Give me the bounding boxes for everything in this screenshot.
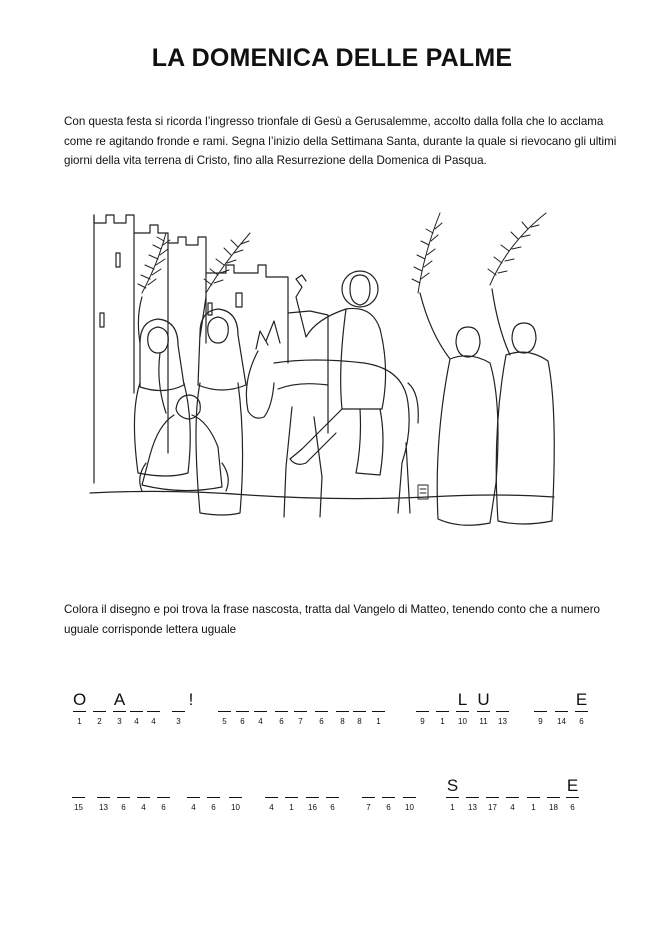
slot-underline	[275, 711, 288, 712]
letter-slot[interactable]	[236, 689, 249, 727]
slot-underline	[157, 797, 170, 798]
letter-slot[interactable]	[73, 689, 86, 727]
slot-underline	[265, 797, 278, 798]
slot-underline	[362, 797, 375, 798]
letter-slot[interactable]	[547, 775, 560, 813]
letter-slot[interactable]	[285, 775, 298, 813]
slot-number: 6	[279, 717, 284, 726]
slot-number: 4	[151, 717, 156, 726]
slot-number: 6	[319, 717, 324, 726]
slot-number: 3	[117, 717, 122, 726]
slot-underline	[506, 797, 519, 798]
slot-number: 1	[440, 717, 445, 726]
slot-underline	[315, 711, 328, 712]
letter-slot[interactable]	[382, 775, 395, 813]
slot-underline	[229, 797, 242, 798]
slot-underline	[496, 711, 509, 712]
slot-letter	[265, 775, 278, 797]
slot-letter: O	[73, 690, 87, 709]
slot-underline	[353, 711, 366, 712]
slot-letter	[336, 689, 349, 711]
slot-underline	[73, 711, 86, 712]
slot-letter	[117, 775, 130, 797]
slot-number: 4	[258, 717, 263, 726]
woman-left-drawing	[134, 297, 190, 476]
slot-letter	[285, 775, 298, 797]
slot-underline	[436, 711, 449, 712]
slot-number: 4	[269, 803, 274, 812]
letter-slot[interactable]	[207, 775, 220, 813]
slot-underline	[534, 711, 547, 712]
slot-underline	[555, 711, 568, 712]
man-right-2-drawing	[492, 289, 554, 524]
slot-letter	[372, 689, 385, 711]
slot-underline	[416, 711, 429, 712]
slot-number: 1	[376, 717, 381, 726]
slot-number: 7	[366, 803, 371, 812]
slot-letter	[362, 775, 375, 797]
letter-slot[interactable]	[117, 775, 130, 813]
slot-underline	[93, 711, 106, 712]
letter-slot[interactable]	[477, 689, 490, 727]
letter-slot[interactable]	[113, 689, 126, 727]
letter-slot[interactable]	[555, 689, 568, 727]
slot-letter	[306, 775, 319, 797]
slot-letter	[72, 775, 85, 797]
slot-letter	[236, 689, 249, 711]
letter-slot[interactable]	[97, 775, 110, 813]
letter-slot[interactable]	[575, 689, 588, 727]
slot-underline	[294, 711, 307, 712]
slot-number: 1	[289, 803, 294, 812]
slot-letter: S	[446, 776, 459, 795]
letter-slot[interactable]	[362, 775, 375, 813]
letter-slot[interactable]	[315, 689, 328, 727]
slot-letter	[403, 775, 416, 797]
slot-underline	[72, 797, 85, 798]
slot-number: 17	[488, 803, 497, 812]
slot-number: 8	[357, 717, 362, 726]
slot-underline	[372, 711, 385, 712]
slot-number: 4	[191, 803, 196, 812]
letter-slot[interactable]	[446, 775, 459, 813]
slot-letter: U	[477, 690, 490, 709]
slot-number: 9	[420, 717, 425, 726]
slot-underline	[326, 797, 339, 798]
palm-fronds-drawing	[138, 213, 546, 293]
letter-slot[interactable]	[72, 775, 85, 813]
slot-letter	[315, 689, 328, 711]
slot-underline	[403, 797, 416, 798]
slot-letter	[93, 689, 106, 711]
letter-slot[interactable]	[254, 689, 267, 727]
slot-underline	[477, 711, 490, 712]
slot-letter	[527, 775, 540, 797]
slot-number: 6	[330, 803, 335, 812]
letter-slot[interactable]	[137, 775, 150, 813]
slot-number: 11	[479, 717, 488, 726]
slot-letter	[157, 775, 170, 797]
slot-number: 13	[468, 803, 477, 812]
letter-slot[interactable]	[294, 689, 307, 727]
letter-slot[interactable]	[130, 689, 143, 727]
slot-letter	[275, 689, 288, 711]
slot-letter	[547, 775, 560, 797]
slot-underline	[137, 797, 150, 798]
slot-letter	[130, 689, 143, 711]
slot-letter: A	[113, 690, 126, 709]
slot-letter	[207, 775, 220, 797]
slot-number: 6	[161, 803, 166, 812]
slot-number: 4	[134, 717, 139, 726]
slot-number: 1	[77, 717, 82, 726]
letter-slot[interactable]	[496, 689, 509, 727]
slot-number: 14	[557, 717, 566, 726]
slot-number: 13	[498, 717, 507, 726]
slot-number: 6	[570, 803, 575, 812]
slot-letter	[294, 689, 307, 711]
kneeling-man-drawing	[140, 395, 229, 491]
letter-slot[interactable]	[218, 689, 231, 727]
letter-slot[interactable]	[187, 775, 200, 813]
letter-slot[interactable]	[306, 775, 319, 813]
slot-number: 6	[211, 803, 216, 812]
slot-letter	[254, 689, 267, 711]
slot-underline	[566, 797, 579, 798]
letter-slot[interactable]	[486, 775, 499, 813]
letter-slot[interactable]	[534, 689, 547, 727]
letter-slot[interactable]	[436, 689, 449, 727]
letter-slot[interactable]	[147, 689, 160, 727]
letter-slot[interactable]	[527, 775, 540, 813]
slot-letter: E	[566, 776, 579, 795]
slot-number: 10	[458, 717, 467, 726]
letter-slot[interactable]	[157, 775, 170, 813]
slot-number: 18	[549, 803, 558, 812]
slot-letter: !	[188, 690, 194, 709]
slot-underline	[147, 711, 160, 712]
slot-letter	[496, 689, 509, 711]
slot-number: 15	[74, 803, 83, 812]
slot-letter	[506, 775, 519, 797]
letter-slot[interactable]	[326, 775, 339, 813]
slot-underline	[187, 797, 200, 798]
palm-sunday-illustration	[88, 193, 556, 545]
slot-underline	[382, 797, 395, 798]
slot-number: 6	[579, 717, 584, 726]
slot-underline	[575, 711, 588, 712]
slot-letter	[229, 775, 242, 797]
slot-letter: L	[457, 690, 468, 709]
slot-number: 1	[531, 803, 536, 812]
slot-underline	[254, 711, 267, 712]
letter-slot[interactable]	[353, 689, 366, 727]
slot-underline	[547, 797, 560, 798]
slot-underline	[466, 797, 479, 798]
slot-number: 16	[308, 803, 317, 812]
slot-letter	[534, 689, 547, 711]
slot-letter	[137, 775, 150, 797]
slot-letter	[147, 689, 160, 711]
slot-number: 9	[538, 717, 543, 726]
slot-underline	[172, 711, 185, 712]
slot-number: 6	[121, 803, 126, 812]
slot-letter: E	[575, 690, 588, 709]
letter-slot[interactable]	[456, 689, 469, 727]
slot-letter	[187, 775, 200, 797]
slot-number: 4	[510, 803, 515, 812]
slot-underline	[97, 797, 110, 798]
letter-slot[interactable]	[93, 689, 106, 727]
slot-letter	[416, 689, 429, 711]
slot-underline	[306, 797, 319, 798]
slot-number: 4	[141, 803, 146, 812]
instruction-text: Colora il disegno e poi trova la frase nascosta, tratta dal Vangelo di Matteo, tenendo conto che a numero uguale corrisponde lettera uguale	[64, 603, 601, 636]
letter-slot[interactable]	[372, 689, 385, 727]
letter-slot[interactable]	[186, 689, 196, 716]
slot-letter	[382, 775, 395, 797]
slot-number: 10	[231, 803, 240, 812]
letter-slot[interactable]	[172, 689, 185, 727]
slot-letter	[436, 689, 449, 711]
man-right-1-drawing	[420, 293, 498, 525]
letter-slot[interactable]	[416, 689, 429, 727]
slot-number: 1	[450, 803, 455, 812]
letter-slot[interactable]	[566, 775, 579, 813]
slot-letter	[97, 775, 110, 797]
slot-number: 8	[340, 717, 345, 726]
letter-slot[interactable]	[336, 689, 349, 727]
slot-underline	[130, 711, 143, 712]
slot-underline	[285, 797, 298, 798]
letter-slot[interactable]	[506, 775, 519, 813]
slot-letter	[466, 775, 479, 797]
slot-number: 3	[176, 717, 181, 726]
slot-letter	[218, 689, 231, 711]
intro-paragraph: Con questa festa si ricorda l’ingresso trionfale di Gesù a Gerusalemme, accolto dalla folla che lo acclama come re agitando fronde e rami. Segna l’inizio della Settimana Santa, durante la quale si rievocano gli ultimi giorni della vita terrena di Cristo, fino alla Resurrezione della Domenica di Pasqua.	[64, 115, 617, 167]
slot-number: 10	[405, 803, 414, 812]
slot-underline	[456, 711, 469, 712]
slot-number: 6	[386, 803, 391, 812]
slot-letter	[486, 775, 499, 797]
letter-slot[interactable]	[403, 775, 416, 813]
slot-letter	[172, 689, 185, 711]
slot-underline	[446, 797, 459, 798]
slot-underline	[527, 797, 540, 798]
slot-letter	[555, 689, 568, 711]
slot-underline	[486, 797, 499, 798]
slot-underline	[236, 711, 249, 712]
slot-number: 7	[298, 717, 303, 726]
slot-letter	[353, 689, 366, 711]
jesus-drawing	[290, 271, 386, 475]
slot-underline	[336, 711, 349, 712]
letter-slot[interactable]	[466, 775, 479, 813]
slot-underline	[207, 797, 220, 798]
slot-number: 2	[97, 717, 102, 726]
slot-number: 5	[222, 717, 227, 726]
letter-slot[interactable]	[275, 689, 288, 727]
slot-underline	[117, 797, 130, 798]
slot-letter	[326, 775, 339, 797]
slot-number: 6	[240, 717, 245, 726]
letter-slot[interactable]	[229, 775, 242, 813]
slot-number: 13	[99, 803, 108, 812]
slot-underline	[113, 711, 126, 712]
page-title: LA DOMENICA DELLE PALME	[151, 44, 513, 72]
letter-slot[interactable]	[265, 775, 278, 813]
slot-underline	[218, 711, 231, 712]
